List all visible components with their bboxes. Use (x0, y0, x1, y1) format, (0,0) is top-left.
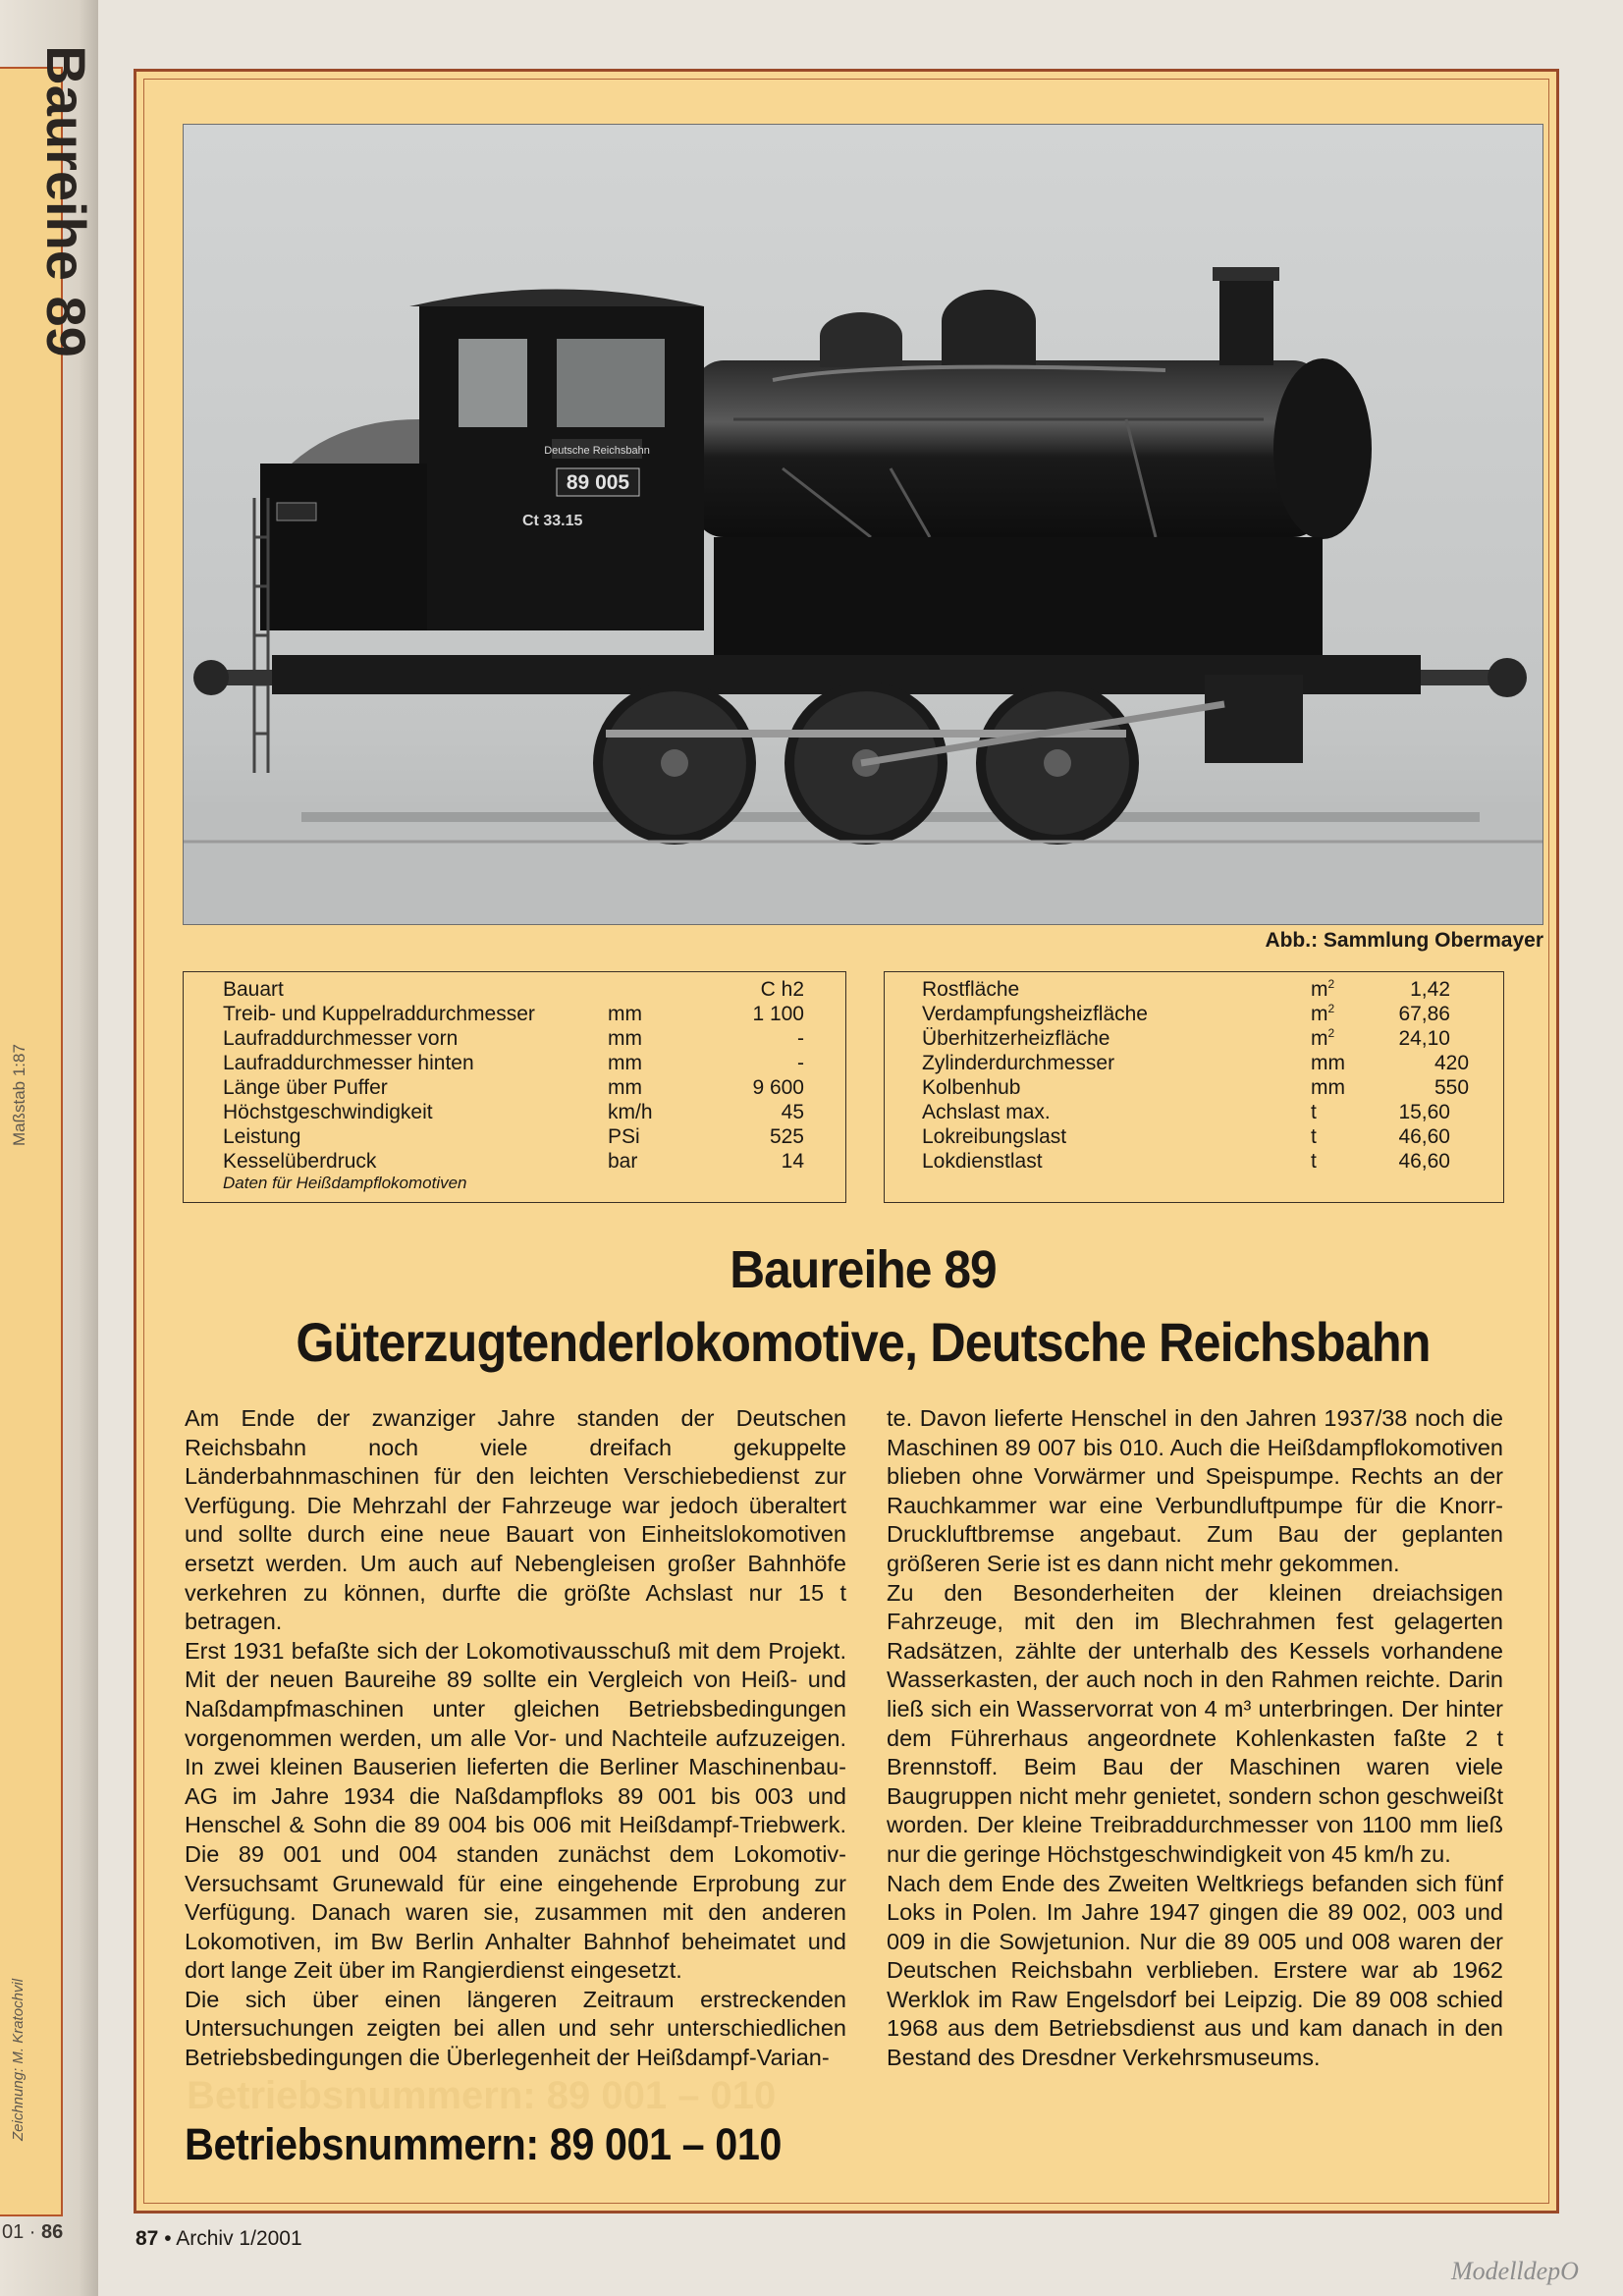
article-paragraph: Zu den Besonderheiten der kleinen dreiachsigen Fahrzeuge, mit den im Blechrahmen fest gelagerten Radsätzen, zählte der unterhalb des Kessels vorhandene Wasserkasten, der auch noch in den Rahmen reichte. Darin ließ sich ein Wasservorrat von 4 m³ unterbringen. Der hinter dem Führerhaus angeordnete Kohlenkasten faßte 2 t Brennstoff. Beim Bau der Maschinen waren viele Baugruppen nicht mehr genietet, sondern schon geschweißt worden. Der kleine Treibraddurchmesser von 1100 mm ließ nur die geringe Höchstgeschwindigkeit von 45 km/h zu. (887, 1579, 1503, 1867)
article-paragraph: Nach dem Ende des Zweiten Weltkriegs befanden sich fünf Loks in Polen. Im Jahre 1947 gingen die 89 002, 003 und 009 in die Sowjetunion. Nur die 89 005 und 008 waren der Deutschen Reichsbahn verblieben. Erstere war ab 1962 Werklok im Raw Engelsdorf bei Leipzig. Die 89 008 schied 1968 aus dem Betriebsdienst aus und kam danach in den Bestand des Dresdner Verkehrsmuseums. (887, 1870, 1503, 2071)
spec-unit: bar (608, 1150, 638, 1173)
spec-value: 1,42 (1410, 978, 1450, 1001)
spec-value: 9 600 (752, 1076, 804, 1099)
spec-value: 1 100 (752, 1003, 804, 1025)
table-row (922, 1149, 1505, 1174)
spec-label: Achslast max. (922, 1101, 1051, 1123)
table-row (922, 1002, 1505, 1026)
table-right-rows (922, 977, 1505, 1174)
table-row (223, 1002, 845, 1026)
spec-unit: mm (608, 1003, 642, 1025)
spec-value: - (797, 1027, 804, 1050)
spec-unit: mm (1311, 1076, 1345, 1099)
left-folio-number: 86 (41, 2221, 64, 2243)
spec-value: 525 (769, 1125, 804, 1148)
article-subtitle: Güterzugtenderlokomotive, Deutsche Reichsbahn (296, 1311, 1431, 1373)
spec-label: Lokdienstlast (922, 1150, 1043, 1173)
spec-unit: t (1311, 1101, 1317, 1123)
page-footer (135, 2227, 302, 2251)
spec-unit: t (1311, 1125, 1317, 1148)
spec-unit: $m^2$ (1311, 977, 1335, 1001)
article-paragraph: te. Davon lieferte Henschel in den Jahren 1937/38 noch die Maschinen 89 007 bis 010. Auch die Heißdampflokomotiven blieben ohne Vorwärmer und Speispumpe. Rechts an der Rauchkammer war eine Verbundluftpumpe für die Knorr-Druckluftbremse angebaut. Zum Bau der geplanten größeren Serie ist es dann nicht mehr gekommen. (887, 1405, 1503, 1576)
betriebsnummern-heading: Betriebsnummern: 89 001 – 010 (185, 2119, 782, 2169)
spec-value: 46,60 (1398, 1150, 1450, 1173)
table-row (223, 1026, 845, 1051)
spec-value: 420 (1434, 1052, 1470, 1074)
locomotive-photo (183, 124, 1543, 925)
spec-label: Laufraddurchmesser hinten (223, 1052, 474, 1074)
table-row (223, 1100, 845, 1124)
article-paragraph: Am Ende der zwanziger Jahre standen der Deutschen Reichsbahn noch viele dreifach gekuppelte Länderbahnmaschinen für den leichten Verschiebedienst zur Verfügung. Die Mehrzahl der Fahrzeuge war jedoch überaltert und sollte durch eine neue Bauart von Einheitslokomotiven ersetzt werden. Um auch auf Nebengleisen großer Bahnhöfe verkehren zu können, durfte die größte Achslast nur 15 t betragen. (185, 1405, 846, 1635)
betriebsnummern-show-through: Betriebsnummern: 89 001 – 010 (187, 2074, 777, 2117)
spec-label: Zylinderdurchmesser (922, 1052, 1115, 1074)
cab-number-plate: 89 005 (566, 471, 630, 494)
spec-value: 45 (781, 1101, 804, 1123)
spec-unit-superscript: 2 (1327, 1002, 1335, 1015)
technical-data-table-left (183, 971, 846, 1203)
spec-label: Länge über Puffer (223, 1076, 388, 1099)
spec-value: 15,60 (1398, 1101, 1450, 1123)
spec-label: Kesselüberdruck (223, 1150, 377, 1173)
left-page-strip (0, 0, 98, 2296)
table-row (922, 1051, 1505, 1075)
locomotive-illustration (184, 125, 1543, 925)
scanner-watermark: ModelldepO (1451, 2257, 1579, 2285)
spec-unit: mm (1311, 1052, 1345, 1074)
table-row (922, 1124, 1505, 1149)
cab-operator-plate: Deutsche Reichsbahn (544, 445, 650, 457)
table-row (223, 1075, 845, 1100)
spec-value: 24,10 (1398, 1027, 1450, 1050)
table-row (223, 1124, 845, 1149)
table-row (223, 977, 845, 1002)
technical-data-table-right (884, 971, 1504, 1203)
spec-value: 46,60 (1398, 1125, 1450, 1148)
spec-value: 550 (1434, 1076, 1470, 1099)
article-paragraph: Erst 1931 befaßte sich der Lokomotivausschuß mit dem Projekt. Mit der neuen Baureihe 89 sollte ein Vergleich von Heiß- und Naßdampfmaschinen unter gleichen Betriebsbedingungen vorgenommen werden, um alle Vor- und Nachteile aufzuzeigen. In zwei kleinen Bauserien lieferten die Berliner Maschinenbau-AG im Jahre 1934 die Naßdampfloks 89 001 bis 003 und Henschel & Sohn die 89 004 bis 006 mit Heißdampf-Triebwerk. Die 89 001 und 004 standen zunächst dem Lokomotiv-Versuchsamt Grunewald für eine eingehende Erprobung zur Verfügung. Danach waren sie, zusammen mit den anderen Lokomotiven, im Bw Berlin Anhalter Bahnhof beheimatet und dort lange Zeit über im Rangierdienst eingesetzt. (185, 1637, 846, 1984)
photo-caption: Abb.: Sammlung Obermayer (1265, 929, 1543, 952)
issue-label: Archiv 1/2001 (176, 2227, 302, 2250)
spec-label: Überhitzerheizfläche (922, 1027, 1110, 1050)
spec-label: Kolbenhub (922, 1076, 1021, 1099)
spec-value: - (797, 1052, 804, 1074)
table-row (922, 1075, 1505, 1100)
spec-unit: mm (608, 1052, 642, 1074)
cab-class-mark: Ct 33.15 (522, 513, 583, 529)
table-row (922, 1026, 1505, 1051)
spec-label: Verdampfungsheizfläche (922, 1003, 1148, 1025)
spec-label: Bauart (223, 978, 284, 1001)
article-paragraph: Die sich über einen längeren Zeitraum erstreckenden Untersuchungen zeigten bei allen und sehr unterschiedlichen Betriebsbedingungen die Überlegenheit der Heißdampf-Varian- (185, 1986, 846, 2071)
spec-unit: t (1311, 1150, 1317, 1173)
table-row (223, 1051, 845, 1075)
spec-unit-superscript: 2 (1327, 977, 1335, 991)
spec-unit: PSi (608, 1125, 640, 1148)
spec-unit: $m^2$ (1311, 1002, 1335, 1025)
table-left-rows (184, 977, 845, 1174)
spec-value: C h2 (760, 978, 804, 1001)
left-page-scale: Maßstab 1:87 (10, 1044, 28, 1146)
table-row (922, 1100, 1505, 1124)
left-page-folio (2, 2221, 63, 2244)
left-page-title: Baureihe 89 (35, 45, 98, 357)
article-title: Baureihe 89 (730, 1240, 997, 1299)
table-note: Daten für Heißdampflokomotiven (223, 1174, 467, 1192)
spec-label: Treib- und Kuppelraddurchmesser (223, 1003, 535, 1025)
spec-unit: mm (608, 1076, 642, 1099)
spec-label: Rostfläche (922, 978, 1020, 1001)
spec-unit: mm (608, 1027, 642, 1050)
spec-label: Höchstgeschwindigkeit (223, 1101, 433, 1123)
footer-separator: • (164, 2227, 172, 2250)
left-folio-issue: 01 · (2, 2221, 36, 2243)
page-number: 87 (135, 2227, 159, 2250)
spec-value: 67,86 (1398, 1003, 1450, 1025)
article-column-left (185, 1404, 846, 2073)
spec-unit: km/h (608, 1101, 653, 1123)
spec-unit: $m^2$ (1311, 1026, 1335, 1050)
spec-unit-superscript: 2 (1327, 1026, 1335, 1040)
spec-label: Lokreibungslast (922, 1125, 1067, 1148)
spec-value: 14 (781, 1150, 804, 1173)
article-column-right (887, 1404, 1503, 2073)
table-row (922, 977, 1505, 1002)
spec-label: Laufraddurchmesser vorn (223, 1027, 459, 1050)
spec-label: Leistung (223, 1125, 301, 1148)
left-page-credit: Zeichnung: M. Kratochvil (10, 1978, 27, 2141)
